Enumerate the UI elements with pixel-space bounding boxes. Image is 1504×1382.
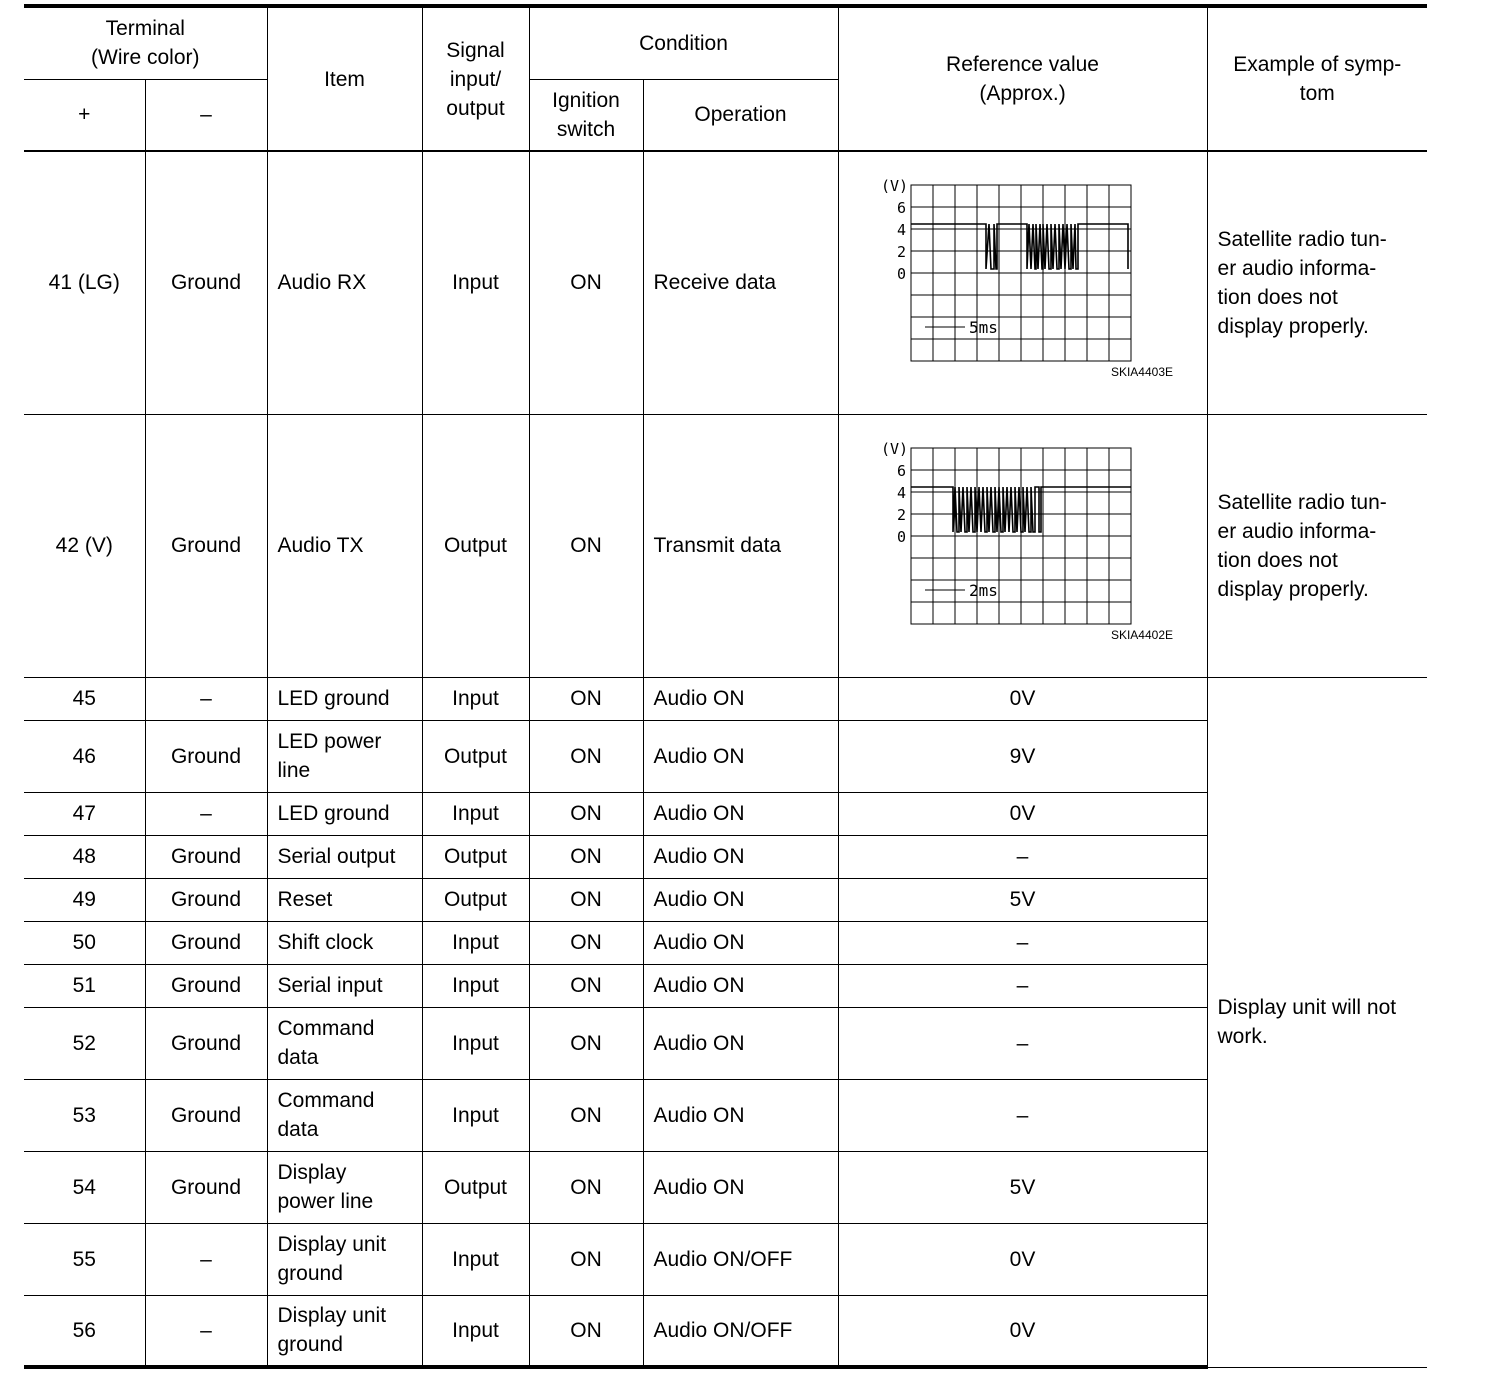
header-ignition: Ignition switch <box>529 79 643 151</box>
cell-plus: 50 <box>24 921 145 964</box>
cell-signal: Input <box>422 792 529 835</box>
figure-id: SKIA4402E <box>1110 628 1173 642</box>
cell-operation: Audio ON <box>643 792 838 835</box>
table-row <box>24 151 1427 414</box>
cell-minus: – <box>145 792 267 835</box>
cell-item: LED ground <box>267 677 422 720</box>
cell-reference: 9V <box>838 720 1207 792</box>
cell-plus: 52 <box>24 1007 145 1079</box>
cell-reference: 0V <box>838 677 1207 720</box>
cell-plus: 46 <box>24 720 145 792</box>
cell-symptom: Satellite radio tun- er audio informa- tion does not display properly. <box>1207 414 1427 677</box>
cell-ignition: ON <box>529 720 643 792</box>
cell-minus: – <box>145 677 267 720</box>
cell-signal: Input <box>422 1223 529 1295</box>
cell-minus: Ground <box>145 921 267 964</box>
cell-operation: Audio ON <box>643 878 838 921</box>
cell-item: Display unit ground <box>267 1223 422 1295</box>
waveform-trace <box>911 224 1128 269</box>
y-tick: 4 <box>896 221 906 240</box>
cell-signal: Input <box>422 1295 529 1367</box>
cell-signal: Input <box>422 964 529 1007</box>
cell-signal: Input <box>422 1079 529 1151</box>
cell-plus: 49 <box>24 878 145 921</box>
cell-ignition: ON <box>529 964 643 1007</box>
header-plus: + <box>24 79 145 151</box>
cell-signal: Input <box>422 1007 529 1079</box>
waveform-chart <box>873 175 1173 390</box>
cell-operation: Audio ON <box>643 1079 838 1151</box>
cell-plus: 55 <box>24 1223 145 1295</box>
cell-operation: Receive data <box>643 151 838 414</box>
cell-symptom: Satellite radio tun- er audio informa- tion does not display properly. <box>1207 151 1427 414</box>
cell-reference: 0V <box>838 1295 1207 1367</box>
y-tick: 2 <box>896 243 906 262</box>
y-tick: 2 <box>896 506 906 524</box>
cell-item: Serial output <box>267 835 422 878</box>
y-unit: (V) <box>880 440 908 458</box>
header-minus: – <box>145 79 267 151</box>
cell-plus: 48 <box>24 835 145 878</box>
cell-ignition: ON <box>529 414 643 677</box>
cell-item: Command data <box>267 1079 422 1151</box>
cell-item: Audio RX <box>267 151 422 414</box>
y-tick: 6 <box>896 462 906 480</box>
time-scale-marker <box>925 320 965 334</box>
cell-item: Serial input <box>267 964 422 1007</box>
cell-reference: – <box>838 835 1207 878</box>
cell-reference: – <box>838 964 1207 1007</box>
waveform-tx <box>838 414 1207 677</box>
cell-ignition: ON <box>529 1223 643 1295</box>
y-unit: (V) <box>880 177 908 196</box>
cell-ignition: ON <box>529 1007 643 1079</box>
terminal-spec-table <box>24 4 1427 1369</box>
cell-plus: 41 (LG) <box>24 151 145 414</box>
cell-signal: Input <box>422 921 529 964</box>
cell-ignition: ON <box>529 677 643 720</box>
cell-item: LED power line <box>267 720 422 792</box>
display-symptom: Display unit will not work. <box>1207 677 1427 1367</box>
waveform-grid <box>911 185 1131 361</box>
table-row <box>24 677 1427 720</box>
cell-minus: Ground <box>145 414 267 677</box>
cell-signal: Output <box>422 878 529 921</box>
cell-reference: 0V <box>838 792 1207 835</box>
cell-item: Command data <box>267 1007 422 1079</box>
cell-signal: Output <box>422 1151 529 1223</box>
cell-plus: 53 <box>24 1079 145 1151</box>
cell-minus: Ground <box>145 1079 267 1151</box>
cell-minus: Ground <box>145 151 267 414</box>
cell-minus: Ground <box>145 878 267 921</box>
cell-ignition: ON <box>529 1151 643 1223</box>
cell-item: LED ground <box>267 792 422 835</box>
cell-minus: Ground <box>145 835 267 878</box>
cell-plus: 56 <box>24 1295 145 1367</box>
cell-operation: Transmit data <box>643 414 838 677</box>
cell-operation: Audio ON <box>643 1151 838 1223</box>
time-scale-label: 2ms <box>968 581 998 600</box>
cell-reference: 0V <box>838 1223 1207 1295</box>
cell-plus: 51 <box>24 964 145 1007</box>
cell-item: Display power line <box>267 1151 422 1223</box>
header-item: Item <box>267 6 422 151</box>
header-symptom: Example of symp- tom <box>1207 6 1427 151</box>
time-scale-marker <box>925 583 965 597</box>
cell-minus: Ground <box>145 1151 267 1223</box>
cell-operation: Audio ON <box>643 835 838 878</box>
cell-minus: Ground <box>145 964 267 1007</box>
cell-signal: Input <box>422 677 529 720</box>
cell-reference: 5V <box>838 1151 1207 1223</box>
cell-plus: 45 <box>24 677 145 720</box>
cell-reference: 5V <box>838 878 1207 921</box>
figure-id: SKIA4403E <box>1110 365 1173 380</box>
header-operation: Operation <box>643 79 838 151</box>
waveform-grid <box>911 448 1131 624</box>
cell-signal: Output <box>422 835 529 878</box>
cell-reference: – <box>838 921 1207 964</box>
cell-plus: 42 (V) <box>24 414 145 677</box>
y-tick: 4 <box>896 484 906 502</box>
cell-signal: Input <box>422 151 529 414</box>
cell-plus: 47 <box>24 792 145 835</box>
cell-item: Audio TX <box>267 414 422 677</box>
cell-item: Shift clock <box>267 921 422 964</box>
cell-minus: Ground <box>145 1007 267 1079</box>
cell-item: Reset <box>267 878 422 921</box>
cell-signal: Output <box>422 414 529 677</box>
cell-signal: Output <box>422 720 529 792</box>
y-tick: 0 <box>896 265 906 284</box>
header-reference: Reference value (Approx.) <box>838 6 1207 151</box>
cell-operation: Audio ON/OFF <box>643 1295 838 1367</box>
cell-item: Display unit ground <box>267 1295 422 1367</box>
cell-minus: – <box>145 1295 267 1367</box>
cell-plus: 54 <box>24 1151 145 1223</box>
waveform-chart <box>873 438 1173 653</box>
cell-ignition: ON <box>529 1079 643 1151</box>
cell-operation: Audio ON <box>643 677 838 720</box>
y-tick: 0 <box>896 528 906 546</box>
table-row <box>24 414 1427 677</box>
cell-ignition: ON <box>529 921 643 964</box>
y-tick: 6 <box>896 199 906 218</box>
cell-operation: Audio ON <box>643 1007 838 1079</box>
header-terminal: Terminal (Wire color) <box>24 6 267 79</box>
cell-ignition: ON <box>529 792 643 835</box>
cell-reference: – <box>838 1079 1207 1151</box>
cell-ignition: ON <box>529 878 643 921</box>
waveform-rx <box>838 151 1207 414</box>
cell-ignition: ON <box>529 835 643 878</box>
cell-operation: Audio ON <box>643 720 838 792</box>
cell-reference: – <box>838 1007 1207 1079</box>
cell-operation: Audio ON <box>643 964 838 1007</box>
cell-ignition: ON <box>529 151 643 414</box>
cell-ignition: ON <box>529 1295 643 1367</box>
cell-operation: Audio ON <box>643 921 838 964</box>
cell-minus: Ground <box>145 720 267 792</box>
cell-operation: Audio ON/OFF <box>643 1223 838 1295</box>
header-condition: Condition <box>529 6 838 79</box>
cell-minus: – <box>145 1223 267 1295</box>
time-scale-label: 5ms <box>968 318 998 338</box>
header-signal: Signal input/ output <box>422 6 529 151</box>
